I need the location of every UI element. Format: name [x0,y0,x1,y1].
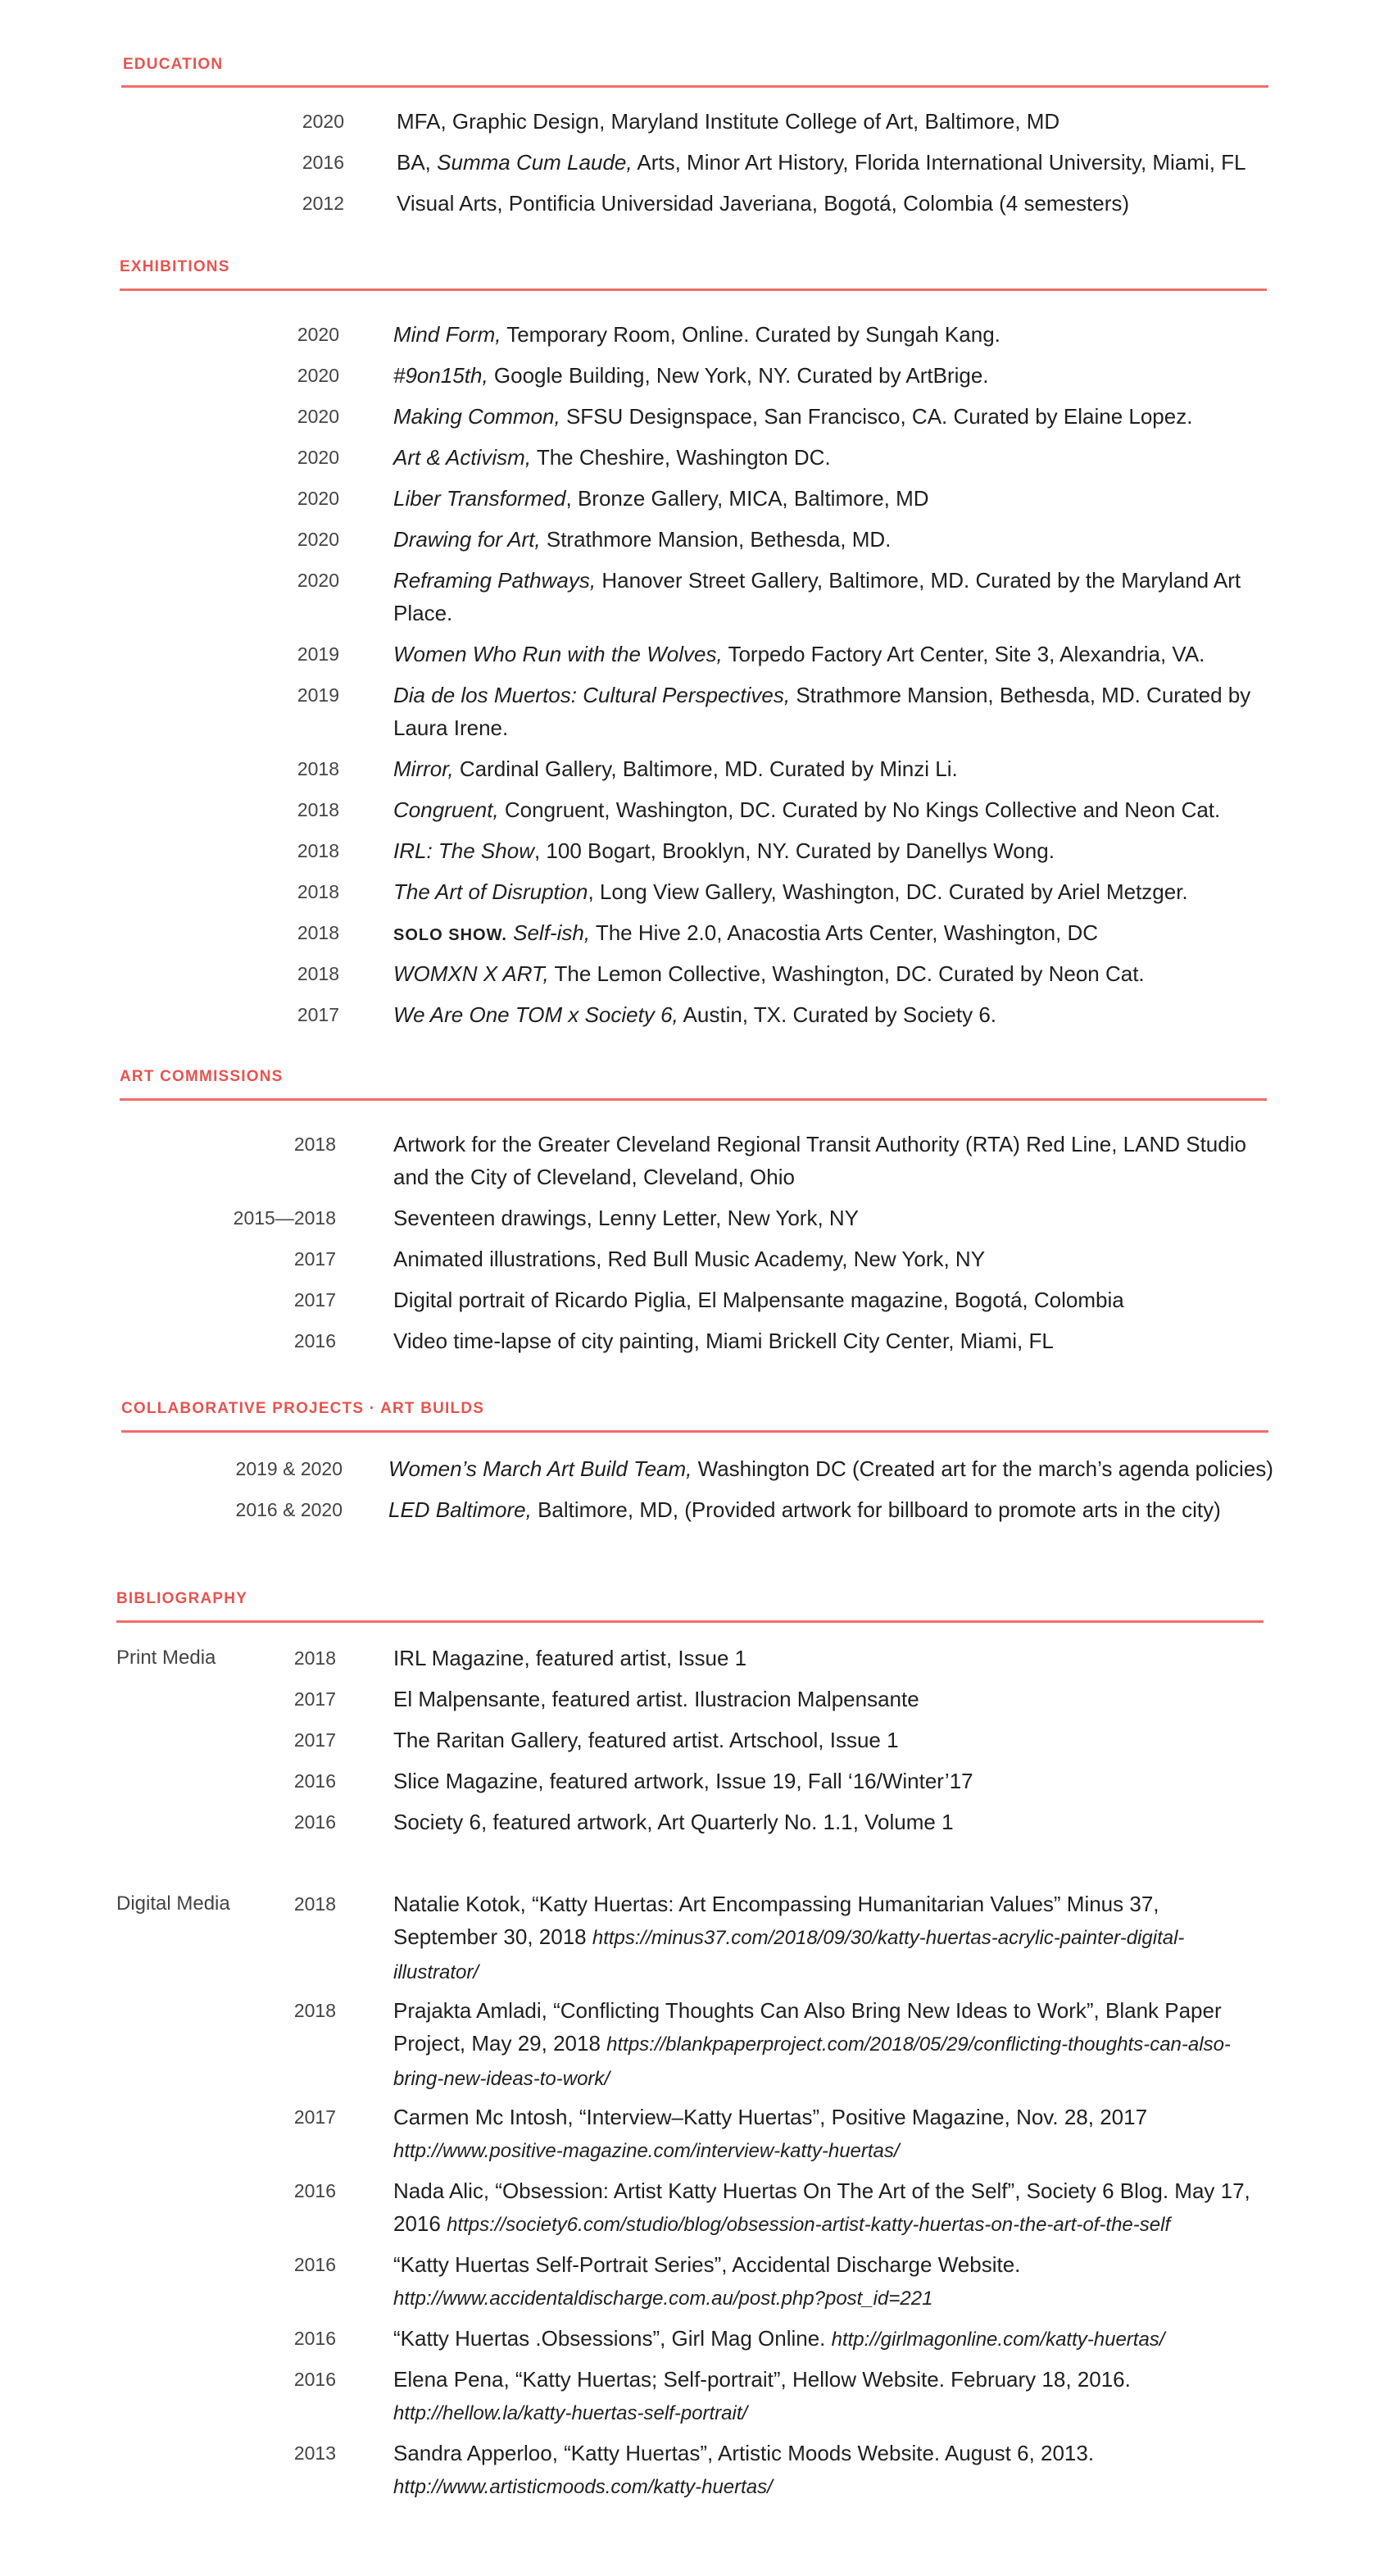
entry-title: WOMXN X ART, [393,961,549,986]
entry-text: Carmen Mc Intosh, “Interview–Katty Huertas”, Positive Magazine, Nov. 28, 2017 http://www.positive-magazine.com/interview-katty-huertas/ [393,2105,1148,2162]
entry-text: Artwork for the Greater Cleveland Regional Transit Authority (RTA) Red Line, LAND Studio and the City of Cleveland, Cleveland, Ohio [393,1132,1246,1189]
entry-year: 2016 [293,1770,336,1792]
entry-year: 2016 [293,2180,336,2201]
entry-text: Sandra Apperloo, “Katty Huertas”, Artistic Moods Website. August 6, 2013. http://www.artisticmoods.com/katty-huertas/ [393,2441,1095,2498]
entry-year: 2017 [293,1289,336,1311]
entry-title: IRL: The Show [393,838,534,863]
entry-year: 2018 [297,799,339,820]
entry-text: WOMXN X ART, The Lemon Collective, Washington, DC. Curated by Neon Cat. [393,961,1145,986]
section-title-exhibitions: EXHIBITIONS [120,258,230,275]
entry-text: Making Common, SFSU Designspace, San Francisco, CA. Curated by Elaine Lopez. [393,404,1193,429]
entry-year: 2020 [297,324,339,345]
entry-year: 2019 & 2020 [235,1458,343,1479]
entry-year: 2020 [302,111,344,132]
entry-text: Prajakta Amladi, “Conflicting Thoughts Can Also Bring New Ideas to Work”, Blank Paper Project, May 29, 2018 https://blankpaperproject.com/2018/05/29/conflicting-thoughts-can-also-bring-new-ideas-to-work/ [393,1998,1231,2090]
entry-text: The Art of Disruption, Long View Gallery, Washington, DC. Curated by Ariel Metzger. [393,879,1188,904]
entry-year: 2017 [293,1248,336,1270]
entry-title: Dia de los Muertos: Cultural Perspectives, [393,683,791,707]
entry-text: “Katty Huertas .Obsessions”, Girl Mag Online. http://girlmagonline.com/katty-huertas/ [393,2326,1165,2351]
entry-year: 2018 [297,840,339,861]
entry-text: SOLO SHOW. Self-ish, The Hive 2.0, Anacostia Arts Center, Washington, DC [393,920,1099,945]
entry-year: 2020 [297,406,339,427]
section-divider [120,1098,1267,1101]
entry-year: 2020 [297,570,339,591]
entry-year: 2016 & 2020 [235,1499,343,1520]
entry-text: Women’s March Art Build Team, Washington DC (Created art for the march’s agenda policies) [388,1456,1273,1481]
entry-title: Art & Activism, [393,445,532,470]
entry-title: Summa Cum Laude, [437,150,633,175]
entry-title: LED Baltimore, [388,1497,532,1522]
entry-year: 2016 [302,152,344,173]
section-divider [116,1620,1264,1623]
entry-text: IRL Magazine, featured artist, Issue 1 [393,1646,747,1670]
entry-text: Mind Form, Temporary Room, Online. Curated by Sungah Kang. [393,322,1001,347]
section-title-commissions: ART COMMISSIONS [120,1068,284,1085]
entry-title: Mind Form, [393,322,501,347]
entry-year: 2020 [297,529,339,550]
entry-year: 2017 [293,1729,336,1751]
entry-link[interactable]: http://girlmagonline.com/katty-huertas/ [831,2328,1165,2351]
section-title-bibliography: BIBLIOGRAPHY [116,1590,248,1607]
section-title-education: EDUCATION [123,56,224,73]
entry-year: 2018 [293,2000,336,2021]
entry-link[interactable]: http://hellow.la/katty-huertas-self-portrait/ [393,2402,748,2424]
entry-title: We Are One TOM x Society 6, [393,1002,678,1027]
entry-year: 2017 [293,2106,336,2128]
entry-title: Congruent, [393,797,499,822]
entry-title: Women Who Run with the Wolves, [393,642,723,666]
entry-text: Digital portrait of Ricardo Piglia, El Malpensante magazine, Bogotá, Colombia [393,1288,1124,1312]
entry-title: Self-ish, [506,920,591,945]
entry-text: El Malpensante, featured artist. Ilustracion Malpensante [393,1687,919,1711]
entry-year: 2019 [297,643,339,665]
solo-show-label: SOLO SHOW. [393,926,507,944]
entry-year: 2013 [293,2442,336,2464]
entry-text: Natalie Kotok, “Katty Huertas: Art Encompassing Humanitarian Values” Minus 37, September 30, 2018 https://minus37.com/2018/09/30/katty-huertas-acrylic-painter-digital-illustrator/ [393,1892,1185,1983]
entry-text: MFA, Graphic Design, Maryland Institute College of Art, Baltimore, MD [397,109,1060,134]
entry-year: 2020 [297,488,339,509]
entry-year: 2016 [293,2369,336,2390]
entry-text: “Katty Huertas Self-Portrait Series”, Accidental Discharge Website. http://www.accidentaldischarge.com.au/post.php?post_id=221 [393,2252,1021,2310]
print-media-label: Print Media [116,1647,216,1669]
entry-text: Video time-lapse of city painting, Miami Brickell City Center, Miami, FL [393,1329,1054,1353]
entry-link[interactable]: http://www.artisticmoods.com/katty-huertas/ [393,2476,773,2498]
entry-text: BA, Summa Cum Laude, Arts, Minor Art History, Florida International University, Miami, FL [397,150,1246,175]
entry-year: 2015—2018 [233,1207,336,1229]
entry-title: #9on15th, [393,363,488,388]
entry-text: Slice Magazine, featured artwork, Issue 19, Fall ‘16/Winter’17 [393,1769,973,1793]
entry-text: Seventeen drawings, Lenny Letter, New York, NY [393,1206,860,1230]
entry-year: 2018 [297,758,339,779]
digital-media-label: Digital Media [116,1892,230,1915]
entry-year: 2020 [297,365,339,386]
entry-text: Congruent, Congruent, Washington, DC. Curated by No Kings Collective and Neon Cat. [393,797,1221,822]
entry-title: Mirror, [393,756,454,781]
entry-year: 2018 [293,1647,336,1669]
entry-text: Dia de los Muertos: Cultural Perspectives, Strathmore Mansion, Bethesda, MD. Curated by Laura Irene. [393,683,1251,740]
section-title-collaborative: COLLABORATIVE PROJECTS · ART BUILDS [121,1400,485,1417]
entry-title: Reframing Pathways, [393,568,597,593]
entry-year: 2020 [297,447,339,468]
entry-text: LED Baltimore, Baltimore, MD, (Provided artwork for billboard to promote arts in the city) [388,1497,1221,1522]
entry-text: Elena Pena, “Katty Huertas; Self-portrait”, Hellow Website. February 18, 2016. http://hellow.la/katty-huertas-self-portrait/ [393,2367,1131,2424]
entry-title: The Art of Disruption [393,879,588,904]
section-divider [121,85,1268,88]
entry-text: #9on15th, Google Building, New York, NY. Curated by ArtBrige. [393,363,989,388]
entry-text: Animated illustrations, Red Bull Music Academy, New York, NY [393,1247,986,1271]
entry-year: 2019 [297,684,339,706]
entry-link[interactable]: https://blankpaperproject.com/2018/05/29/conflicting-thoughts-can-also-bring-new-ideas-to-work/ [393,2033,1231,2090]
entry-year: 2016 [293,2254,336,2275]
entry-link[interactable]: http://www.positive-magazine.com/interview-katty-huertas/ [393,2140,900,2162]
entry-link[interactable]: http://www.accidentaldischarge.com.au/post.php?post_id=221 [393,2288,933,2310]
entry-text: Mirror, Cardinal Gallery, Baltimore, MD. Curated by Minzi Li. [393,756,958,781]
entry-text: Visual Arts, Pontificia Universidad Javeriana, Bogotá, Colombia (4 semesters) [397,191,1130,216]
entry-text: Liber Transformed, Bronze Gallery, MICA, Baltimore, MD [393,486,929,511]
entry-year: 2016 [293,1330,336,1352]
entry-link[interactable]: https://minus37.com/2018/09/30/katty-huertas-acrylic-painter-digital-illustrator/ [393,1927,1185,1983]
entry-text: IRL: The Show, 100 Bogart, Brooklyn, NY. Curated by Danellys Wong. [393,838,1055,863]
entry-year: 2017 [297,1004,339,1025]
entry-title: Making Common, [393,404,560,429]
entry-text: Society 6, featured artwork, Art Quarterly No. 1.1, Volume 1 [393,1810,954,1834]
entry-year: 2012 [302,193,344,214]
entry-title: Women’s March Art Build Team, [388,1456,692,1481]
entry-year: 2016 [293,1811,336,1833]
section-divider [120,288,1267,291]
entry-year: 2016 [293,2328,336,2349]
entry-year: 2018 [293,1893,336,1915]
entry-title: Drawing for Art, [393,527,541,552]
entry-text: Reframing Pathways, Hanover Street Gallery, Baltimore, MD. Curated by the Maryland Art Place. [393,568,1241,625]
entry-text: Drawing for Art, Strathmore Mansion, Bethesda, MD. [393,527,892,552]
entry-year: 2018 [297,881,339,902]
entry-year: 2018 [297,963,339,984]
entry-title: Liber Transformed [393,486,566,511]
section-divider [121,1430,1268,1433]
entry-text: Art & Activism, The Cheshire, Washington DC. [393,445,831,470]
entry-text: Women Who Run with the Wolves, Torpedo Factory Art Center, Site 3, Alexandria, VA. [393,642,1205,666]
entry-link[interactable]: https://society6.com/studio/blog/obsession-artist-katty-huertas-on-the-art-of-the-self [447,2214,1171,2236]
entry-year: 2018 [297,922,339,943]
entry-year: 2017 [293,1688,336,1710]
entry-year: 2018 [293,1134,336,1155]
entry-text: We Are One TOM x Society 6, Austin, TX. Curated by Society 6. [393,1002,997,1027]
entry-text: Nada Alic, “Obsession: Artist Katty Huertas On The Art of the Self”, Society 6 Blog. May 17, 2016 https://society6.com/studio/blog/obsession-artist-katty-huertas-on-the-art-of-the-self [393,2178,1250,2236]
entry-text: The Raritan Gallery, featured artist. Artschool, Issue 1 [393,1728,899,1752]
